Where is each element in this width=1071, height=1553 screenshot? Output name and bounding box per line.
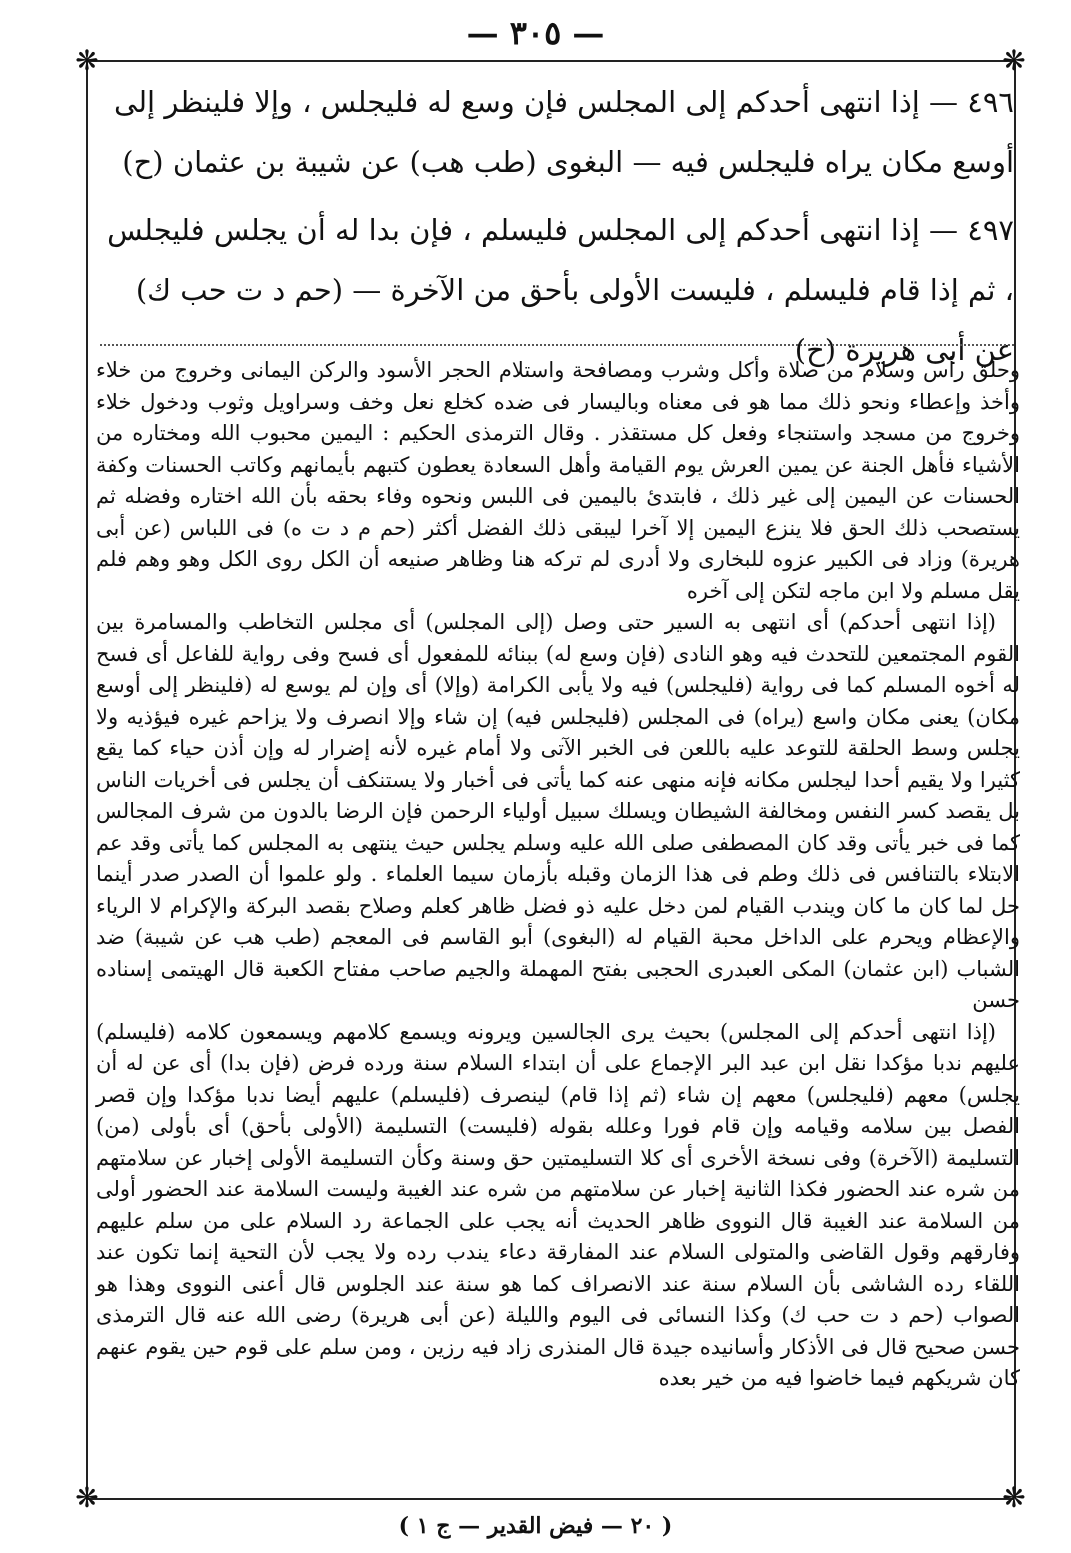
- bottom-border-rule: [86, 1498, 1014, 1500]
- corner-ornament-icon: ❋: [1002, 44, 1026, 77]
- commentary-paragraph: (إذا انتهى أحدكم) أى انتهى به السير حتى وصل (إلى المجلس) أى مجلس التخاطب والمسامرة بين القوم المجتمعين للتحدث فيه وهو النادى (فإن وسع له) ببنائه للمفعول أى فسح وفى رواية للفاعل أى فسح له أخوه المسلم كما فى رواية (فليجلس) فيه ولا يأبى الكرامة (وإلا) أى وإن لم يوسع له (فلينظر إلى أوسع مكان) يعنى مكان واسع (يراه) فى المجلس (فليجلس فيه) إن شاء وإلا انصرف ولا يزاحم غيره فيؤذيه ولا يجلس وسط الحلقة للتوعد عليه باللعن فى الخبر الآتى ولا أمام غيره لأنه إضرار له وإن أذن حياء كما يقع كثيرا ولا يقيم أحدا ليجلس مكانه فإنه منهى عنه كما يأتى فى أخبار ولا يستنكف أن يجلس فى أخريات الناس بل يقصد كسر النفس ومخالفة الشيطان ويسلك سبيل أولياء الرحمن فإن الرضا بالدون من شرف المجالس كما فى خبر يأتى وقد كان المصطفى صلى الله عليه وسلم يجلس حيث ينتهى به المجلس كما يأتى وقد عم الابتلاء بالتنافس فى ذلك وطم فى هذا الزمان وقبله بأزمان سيما العلماء . ولو علموا أن الصدر صدر أينما حل لما كان ما كان ويندب القيام لمن دخل عليه ذو فضل ظاهر كعلم وصلاح بقصد البركة والإكرام لا الرياء والإعظام ويحرم على الداخل محبة القيام له (البغوى) أبو القاسم فى المعجم (طب هب عن شيبة) ضد الشباب (ابن عثمان) المكى العبدرى الحجبى بفتح المهملة والجيم صاحب مفتاح الكعبة قال الهيتمى إسناده حسن: [96, 610, 1020, 1012]
- page-footer: ( ٢٠ — فيض القدير — ج ١ ): [398, 1513, 673, 1539]
- corner-ornament-icon: ❋: [1002, 1481, 1026, 1514]
- corner-ornament-icon: ❋: [75, 44, 99, 77]
- commentary-block: [96, 355, 1020, 1395]
- dotted-separator: [100, 344, 1014, 346]
- hadith-496: ٤٩٦ — إذا انتهى أحدكم إلى المجلس فإن وسع له فليجلس ، وإلا فلينظر إلى أوسع مكان يراه فليجلس فيه — البغوى (طب هب) عن شيبة بن عثمان (ح): [114, 85, 1014, 179]
- left-border-rule: [86, 60, 88, 1498]
- top-border-rule: [86, 60, 1014, 62]
- page-number: — ٣٠٥ —: [466, 14, 605, 52]
- commentary-paragraph: وحلق رأس وسلام من صلاة وأكل وشرب ومصافحة واستلام الحجر الأسود والركن اليمانى وخروج من خلاء وأخذ وإعطاء ونحو ذلك مما هو فى معناه وباليسار فى ضده كخلع نعل وخف وسراويل وثوب ودخول خلاء وخروج من مسجد واستنجاء وفعل كل مستقذر . وقال الترمذى الحكيم : اليمين محبوب الله ومختاره من الأشياء فأهل الجنة عن يمين العرش يوم القيامة وأهل السعادة يعطون كتبهم بأيمانهم وكاتب الحسنات وكفة الحسنات عن اليمين إلى غير ذلك ، فابتدئ باليمين فى اللبس ونحوه وفاء بحقه بأن الله اختاره وفضله ثم يستصحب ذلك الحق فلا ينزع اليمين إلا آخرا ليبقى ذلك الفضل أكثر (حم م د ت ه) فى اللباس (عن أبى هريرة) وزاد فى الكبير عزوه للبخارى ولا أدرى لم تركه هنا وظاهر صنيعه أن الكل روى الكل وهو وهم فلم يقل مسلم ولا ابن ماجه لتكن إلى آخره: [96, 358, 1020, 603]
- hadith-497: ٤٩٧ — إذا انتهى أحدكم إلى المجلس فليسلم ، فإن بدا له أن يجلس فليجلس ، ثم إذا قام فليسلم ، فليست الأولى بأحق من الآخرة — (حم د ت حب ك) عن أبى هريرة (ح): [107, 213, 1014, 367]
- commentary-paragraph: (إذا انتهى أحدكم إلى المجلس) بحيث يرى الجالسين ويرونه ويسمع كلامهم ويسمعون كلامه (فليسلم) عليهم ندبا مؤكدا نقل ابن عبد البر الإجماع على أن ابتداء السلام سنة ورده فرض (فإن بدا) أى عن له أن يجلس) معهم (فليجلس) معهم إن شاء (ثم إذا قام) لينصرف (فليسلم) عليهم أيضا ندبا مؤكدا وإن قصر الفصل بين سلامه وقيامه وإن قام فورا وعلله بقوله (فليست) التسليمة (الأولى بأحق) أى بأولى (من) التسليمة (الآخرة) وفى نسخة الأخرى أى كلا التسليمتين حق وسنة وكأن التسليمة الأولى إخبار عن سلامتهم من شره عند الحضور فكذا الثانية إخبار عن سلامتهم من شره عند الغيبة وليست السلامة عند الحضور أولى من السلامة عند الغيبة قال النووى ظاهر الحديث أنه يجب على الجماعة رد السلام على من سلم عليهم وفارقهم وقول القاضى والمتولى السلام عند المفارقة دعاء يندب رده ولا يجب لأن التحية إنما تكون عند اللقاء رده الشاشى بأن السلام سنة عند الانصراف كما هو سنة عند الجلوس قال أعنى النووى وهذا هو الصواب (حم د ت حب ك) وكذا النسائى فى اليوم والليلة (عن أبى هريرة) رضى الله عنه قال الترمذى حسن صحيح قال فى الأذكار وأسانيده جيدة قال المنذرى زاد فيه رزين ، ومن سلم على قوم حين يقوم عنهم كان شريكهم فيما خاضوا فيه من خير بعده: [96, 1019, 1020, 1390]
- corner-ornament-icon: ❋: [75, 1481, 99, 1514]
